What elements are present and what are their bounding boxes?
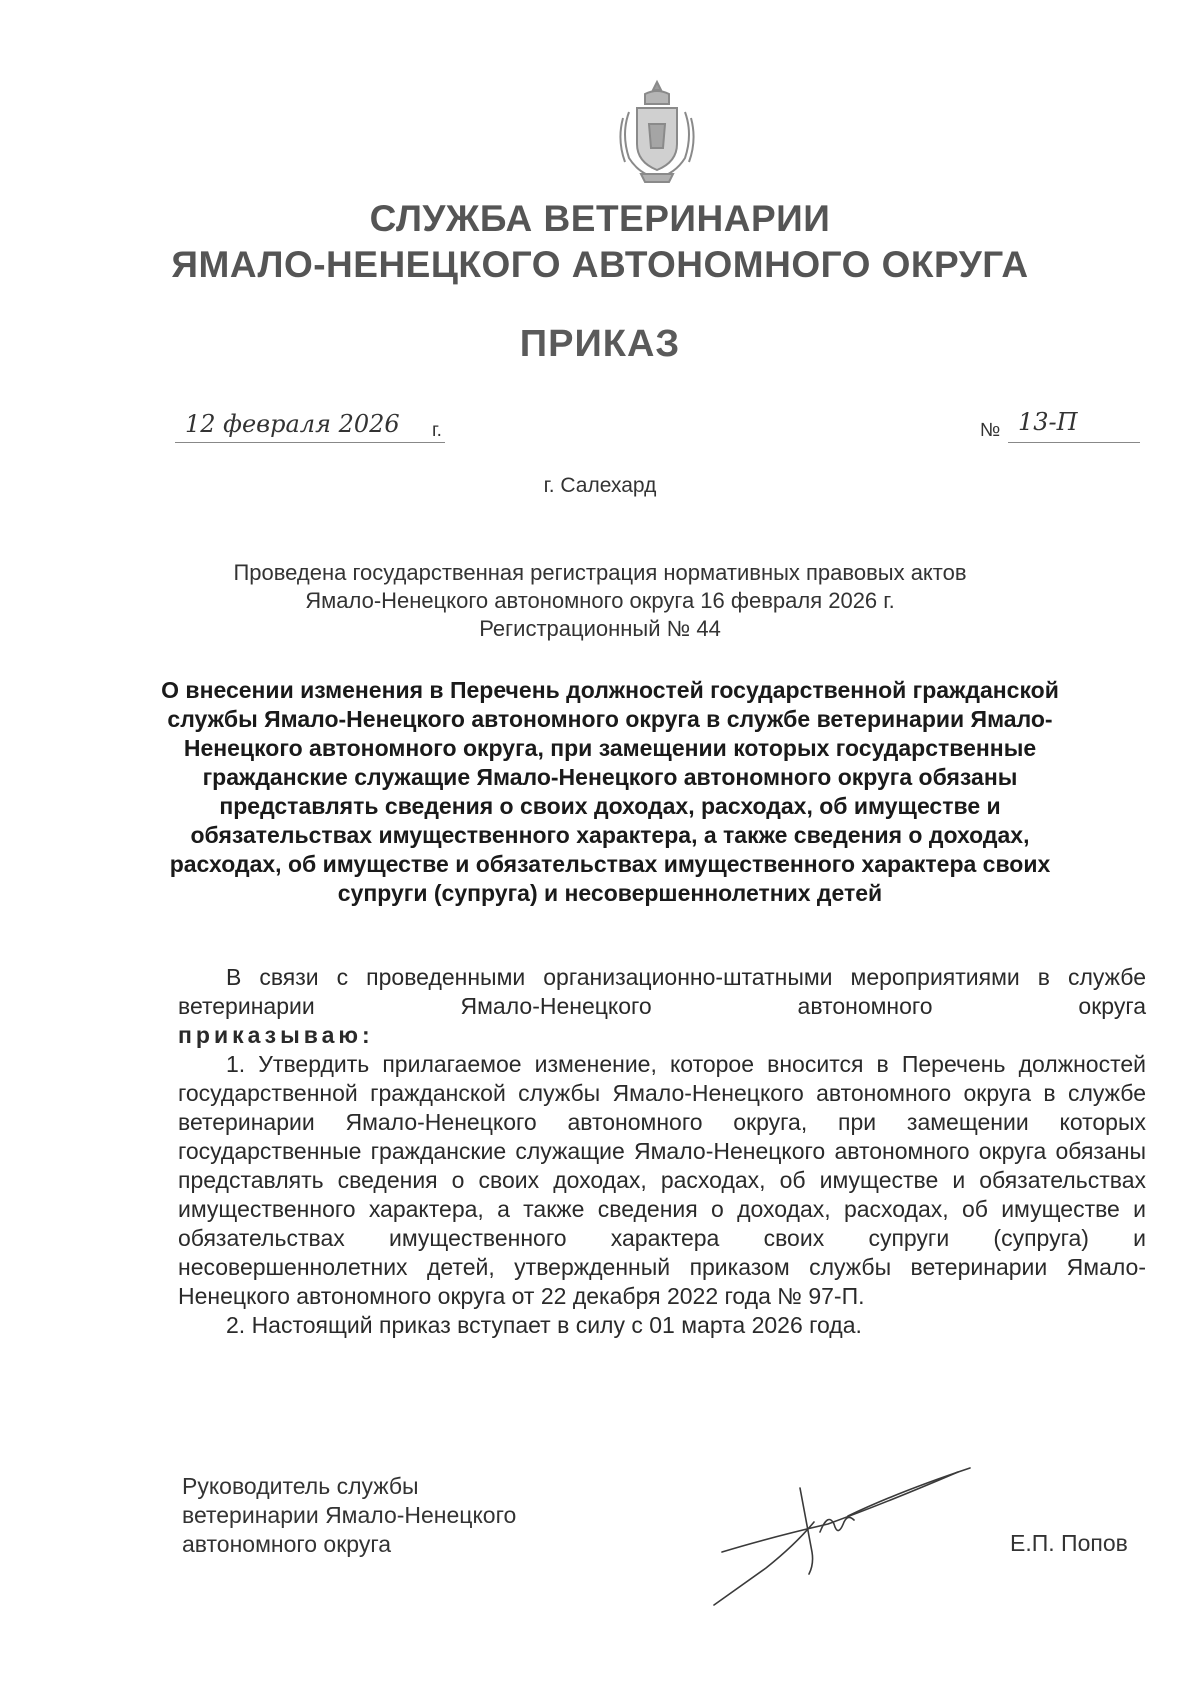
item-1: 1. Утвердить прилагаемое изменение, которое вносится в Перечень должностей государственной гражданской службы Ямало-Ненецкого автономного округа в службе ветеринарии Ямало-Ненецкого автономного округа, при замещении которых государственные гражданские служащие Ямало-Ненецкого автономного округа обязаны представлять сведения о своих доходах, расходах, об имуществе и обязательствах имущественного характера, а также сведения о доходах, расходах, об имуществе и обязательствах имущественного характера своих супруги (супруга) и несовершеннолетних детей, утвержденный приказом службы ветеринарии Ямало-Ненецкого автономного округа от 22 декабря 2022 года № 97-П. bbox=[178, 1051, 1146, 1309]
registration-line3: Регистрационный № 44 bbox=[479, 616, 721, 641]
order-title: О внесении изменения в Перечень должностей государственной гражданской службы Ямало-Ненецкого автономного округа в службе ветеринарии Ямало-Ненецкого автономного округа, при замещении которых государственные гражданские служащие Ямало-Ненецкого автономного округа обязаны представлять сведения о своих доходах, расходах, об имуществе и обязательствах имущественного характера, а также сведения о доходах, расходах, об имуществе и обязательствах имущественного характера своих супруги (супруга) и несовершеннолетних детей bbox=[161, 677, 1059, 906]
signer-name: Е.П. Попов bbox=[1010, 1530, 1128, 1556]
coat-of-arms-icon bbox=[615, 78, 699, 186]
organization-name-line1: СЛУЖБА ВЕТЕРИНАРИИ bbox=[369, 198, 831, 239]
date-suffix: г. bbox=[432, 420, 442, 441]
handwritten-date: 12 февраля 2026 bbox=[185, 410, 400, 438]
document-type: ПРИКАЗ bbox=[519, 323, 681, 365]
registration-line2: Ямало-Ненецкого автономного округа 16 февраля 2026 г. bbox=[305, 588, 895, 613]
item-2: 2. Настоящий приказ вступает в силу с 01 марта 2026 года. bbox=[226, 1312, 862, 1338]
organization-name-line2: ЯМАЛО-НЕНЕЦКОГО АВТОНОМНОГО ОКРУГА bbox=[171, 244, 1029, 285]
handwritten-number: 13-П bbox=[1018, 408, 1078, 436]
registration-line1: Проведена государственная регистрация нормативных правовых актов bbox=[233, 560, 967, 585]
order-body bbox=[178, 963, 1146, 1340]
signer-position-line1: Руководитель службы bbox=[182, 1473, 419, 1499]
city: г. Салехард bbox=[543, 474, 657, 497]
signer-position-line3: автономного округа bbox=[182, 1531, 391, 1557]
signer-position-line2: ветеринарии Ямало-Ненецкого bbox=[182, 1502, 517, 1528]
handwritten-signature bbox=[708, 1440, 978, 1610]
order-word: приказываю: bbox=[178, 1022, 374, 1048]
preamble: В связи с проведенными организационно-штатными мероприятиями в службе ветеринарии Ямало-Ненецкого автономного округа bbox=[178, 964, 1146, 1019]
number-sign: № bbox=[980, 420, 1001, 441]
signer-position bbox=[182, 1472, 516, 1559]
